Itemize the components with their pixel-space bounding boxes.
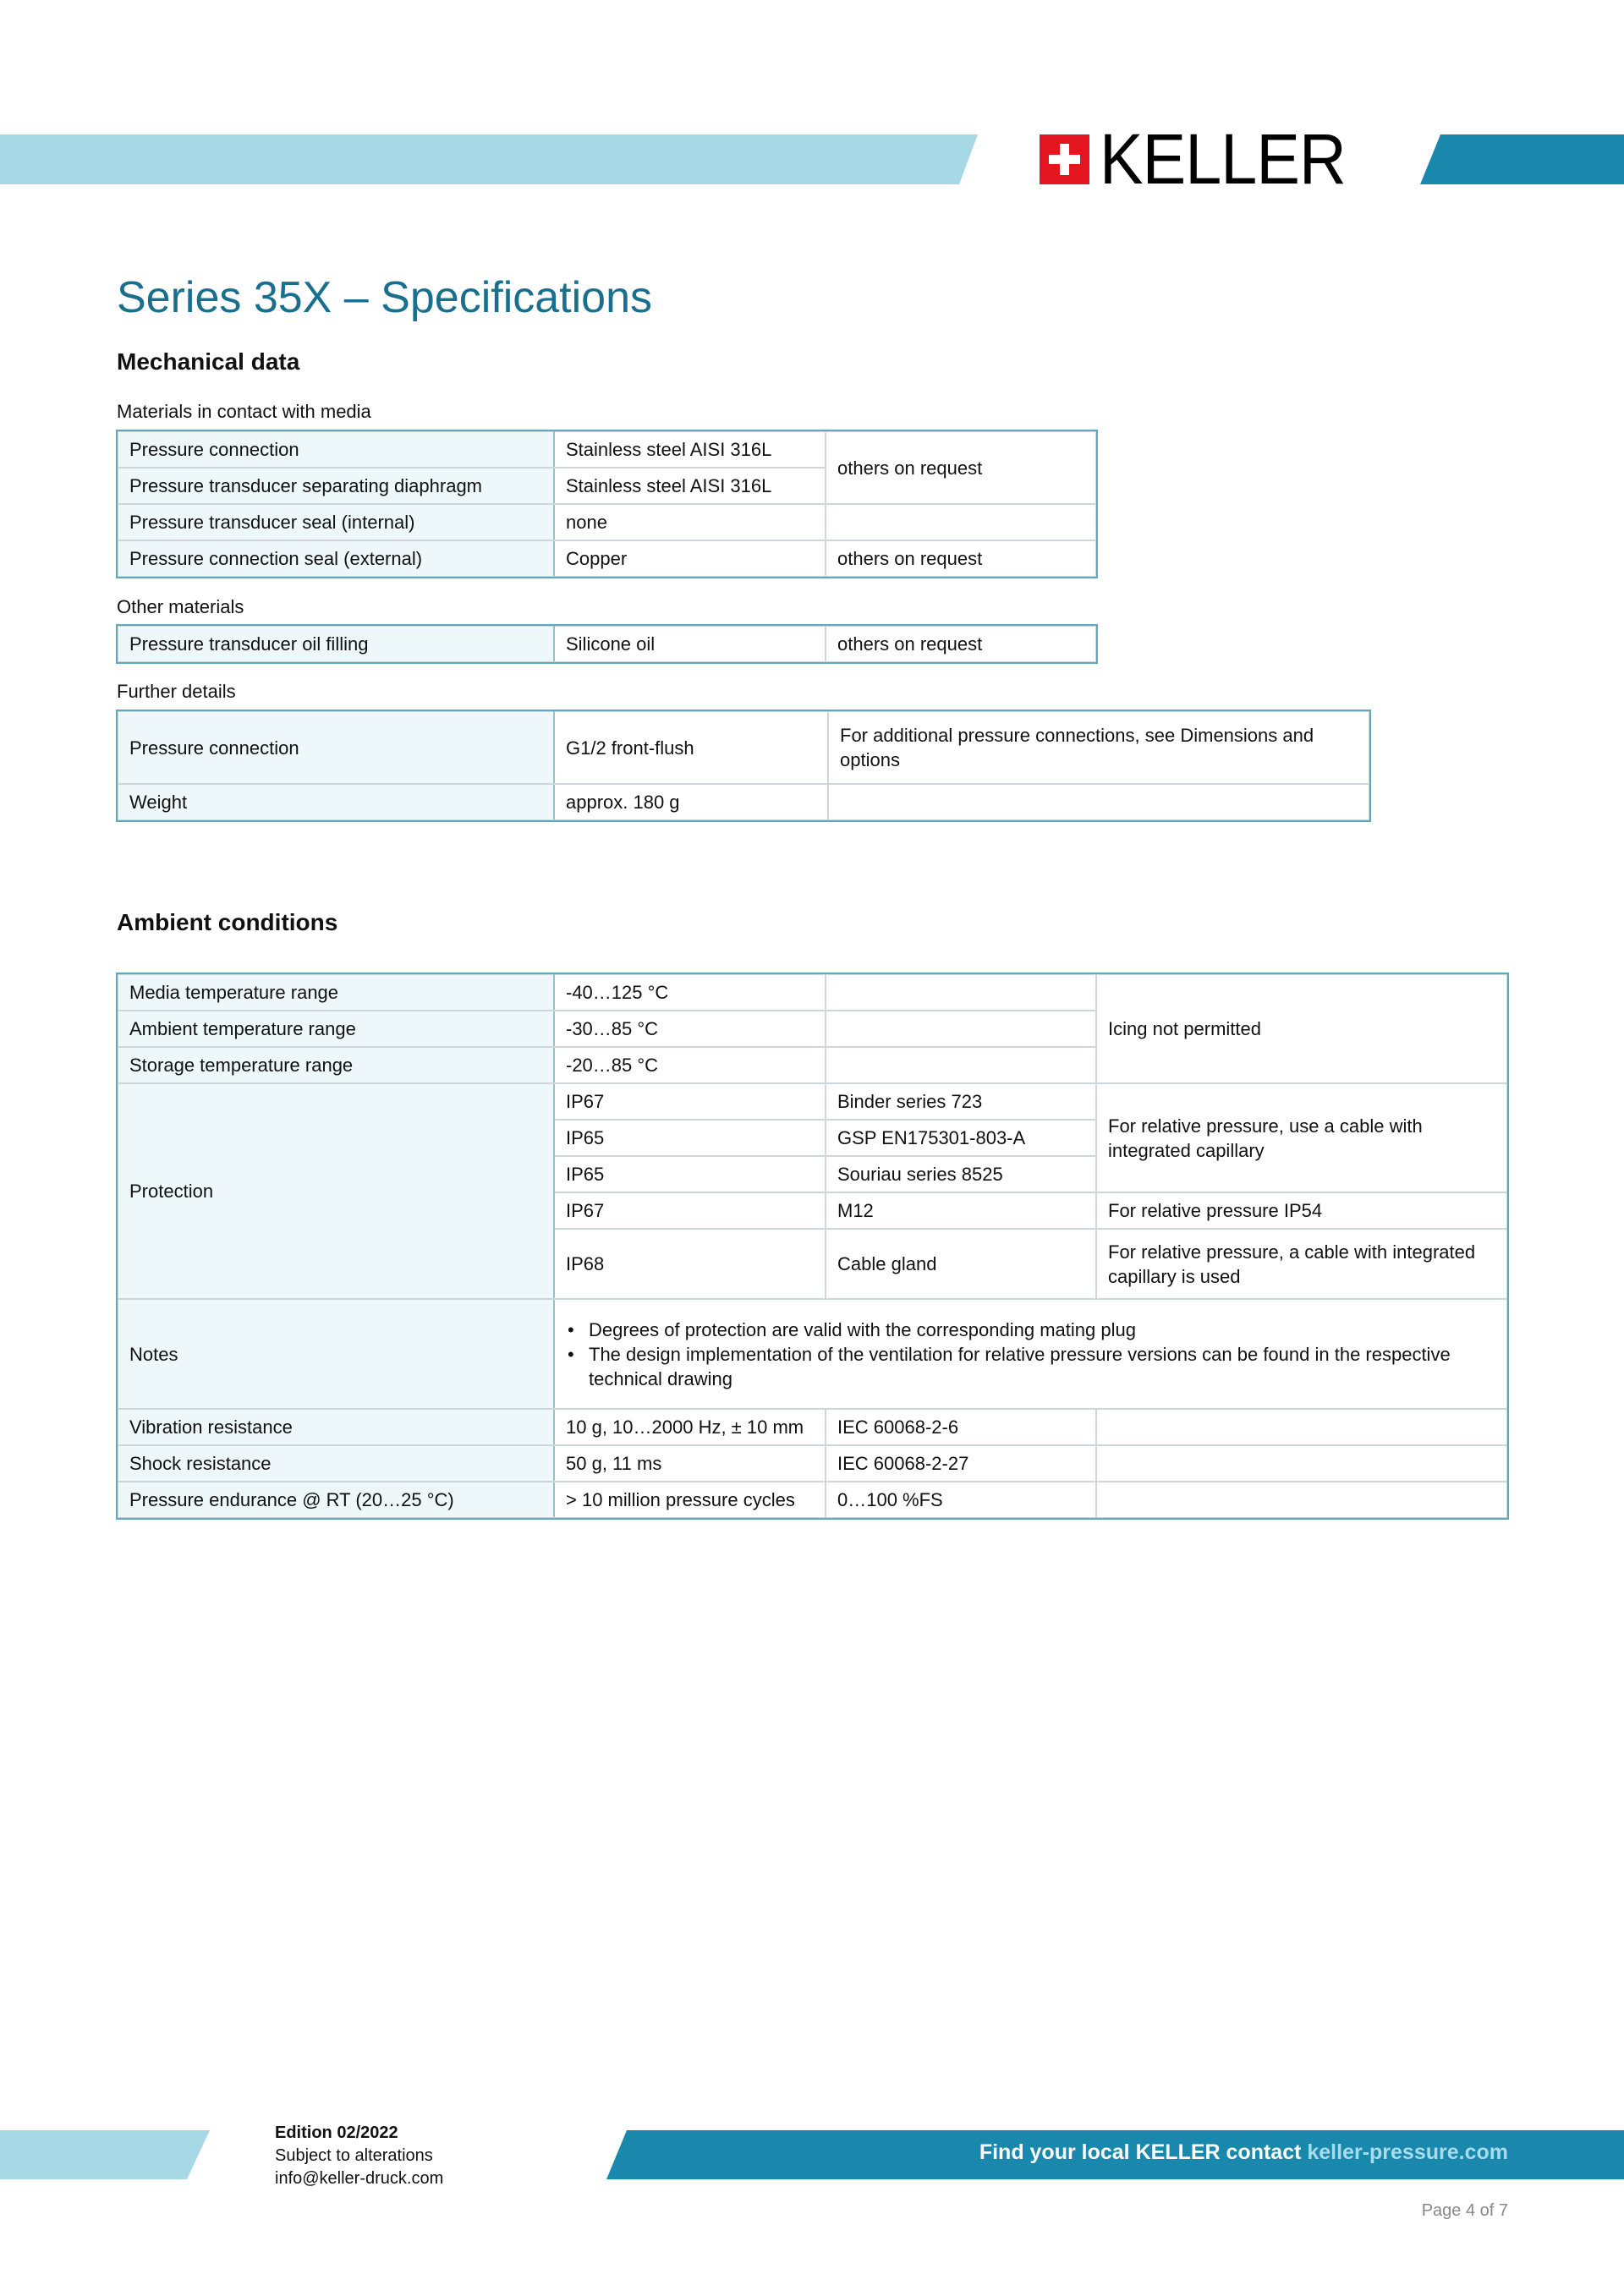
cell-value: none	[554, 504, 826, 540]
further-details-label: Further details	[117, 681, 236, 702]
cell-key: Notes	[118, 1299, 554, 1409]
table-row	[118, 431, 1096, 468]
cell-value: -30…85 °C	[554, 1011, 826, 1047]
cell-note	[828, 784, 1369, 820]
cell-connector: Souriau series 8525	[826, 1156, 1096, 1192]
cell-key: Pressure connection seal (external)	[118, 540, 554, 577]
cell-key: Storage temperature range	[118, 1047, 554, 1083]
cell-empty	[1096, 1445, 1507, 1482]
cell-key: Pressure connection	[118, 711, 554, 784]
cell-value: Stainless steel AISI 316L	[554, 431, 826, 468]
materials-label: Materials in contact with media	[117, 401, 371, 422]
cell-empty	[826, 1011, 1096, 1047]
table-row	[118, 504, 1096, 540]
further-details-table	[117, 710, 1370, 821]
page-title: Series 35X – Specifications	[117, 273, 653, 322]
table-row	[118, 1409, 1507, 1445]
cell-empty	[1096, 1482, 1507, 1518]
cell-value: IP65	[554, 1120, 826, 1156]
cell-standard: 0…100 %FS	[826, 1482, 1096, 1518]
cell-note: For relative pressure, use a cable with integrated capillary	[1096, 1083, 1507, 1192]
cell-note: For relative pressure, a cable with integrated capillary is used	[1096, 1229, 1507, 1299]
other-materials-table	[117, 625, 1097, 663]
cell-note: others on request	[826, 431, 1096, 504]
footer-band-light	[0, 2130, 210, 2179]
cell-connector: Cable gland	[826, 1229, 1096, 1299]
cell-empty	[826, 974, 1096, 1011]
cell-key: Weight	[118, 784, 554, 820]
swiss-flag-icon	[1040, 134, 1089, 184]
cell-standard: IEC 60068-2-6	[826, 1409, 1096, 1445]
section-heading-mechanical: Mechanical data	[117, 348, 300, 375]
table-row	[118, 626, 1096, 662]
cell-standard: IEC 60068-2-27	[826, 1445, 1096, 1482]
cell-note: others on request	[826, 540, 1096, 577]
cell-connector: GSP EN175301-803-A	[826, 1120, 1096, 1156]
cell-value: IP67	[554, 1192, 826, 1229]
cell-key: Pressure transducer seal (internal)	[118, 504, 554, 540]
table-row	[118, 1482, 1507, 1518]
cell-value: -20…85 °C	[554, 1047, 826, 1083]
keller-logo: KELLER	[1100, 119, 1346, 199]
table-row	[118, 1083, 1507, 1120]
cell-key: Pressure endurance @ RT (20…25 °C)	[118, 1482, 554, 1518]
table-row	[118, 1445, 1507, 1482]
cell-value: IP67	[554, 1083, 826, 1120]
cell-value: G1/2 front-flush	[554, 711, 828, 784]
cell-note: others on request	[826, 626, 1096, 662]
cell-empty	[1096, 1409, 1507, 1445]
ambient-table	[117, 973, 1508, 1519]
cell-key: Media temperature range	[118, 974, 554, 1011]
note-item: • The design implementation of the ventilation for relative pressure versions can be found in the respective technical drawing	[566, 1342, 1495, 1391]
subject-to-alterations: Subject to alterations	[275, 2146, 433, 2165]
cell-key: Vibration resistance	[118, 1409, 554, 1445]
cell-empty	[826, 504, 1096, 540]
header-band-dark	[1420, 134, 1624, 184]
cell-key: Pressure transducer separating diaphragm	[118, 468, 554, 504]
cell-value: IP68	[554, 1229, 826, 1299]
other-materials-label: Other materials	[117, 596, 244, 617]
cell-value: Copper	[554, 540, 826, 577]
cell-value: Silicone oil	[554, 626, 826, 662]
contact-email[interactable]: info@keller-druck.com	[275, 2169, 444, 2188]
cell-value: IP65	[554, 1156, 826, 1192]
cell-note: Icing not permitted	[1096, 974, 1507, 1083]
cell-value: 50 g, 11 ms	[554, 1445, 826, 1482]
cell-note: For relative pressure IP54	[1096, 1192, 1507, 1229]
table-row	[118, 784, 1369, 820]
cell-key: Pressure transducer oil filling	[118, 626, 554, 662]
cell-key: Ambient temperature range	[118, 1011, 554, 1047]
cell-empty	[826, 1047, 1096, 1083]
cell-note: For additional pressure connections, see Dimensions and options	[828, 711, 1369, 784]
website-link[interactable]: keller-pressure.com	[1307, 2140, 1508, 2164]
cell-value: Stainless steel AISI 316L	[554, 468, 826, 504]
cell-value: -40…125 °C	[554, 974, 826, 1011]
table-row	[118, 974, 1507, 1011]
header-band-light	[0, 134, 978, 184]
cell-key: Pressure connection	[118, 431, 554, 468]
page-number: Page 4 of 7	[1421, 2201, 1508, 2220]
cell-key: Protection	[118, 1083, 554, 1299]
cell-connector: M12	[826, 1192, 1096, 1229]
edition: Edition 02/2022	[275, 2123, 398, 2142]
table-row	[118, 1299, 1507, 1409]
cell-value: 10 g, 10…2000 Hz, ± 10 mm	[554, 1409, 826, 1445]
cell-connector: Binder series 723	[826, 1083, 1096, 1120]
table-row	[118, 540, 1096, 577]
cell-value: > 10 million pressure cycles	[554, 1482, 826, 1518]
table-row	[118, 711, 1369, 784]
materials-table	[117, 430, 1097, 578]
section-heading-ambient: Ambient conditions	[117, 909, 338, 935]
notes-cell	[554, 1299, 1507, 1409]
cell-key: Shock resistance	[118, 1445, 554, 1482]
cta-text: Find your local KELLER contact	[979, 2140, 1302, 2164]
note-item: • Degrees of protection are valid with the corresponding mating plug	[566, 1318, 1495, 1342]
cell-value: approx. 180 g	[554, 784, 828, 820]
footer-cta	[979, 2140, 1508, 2165]
